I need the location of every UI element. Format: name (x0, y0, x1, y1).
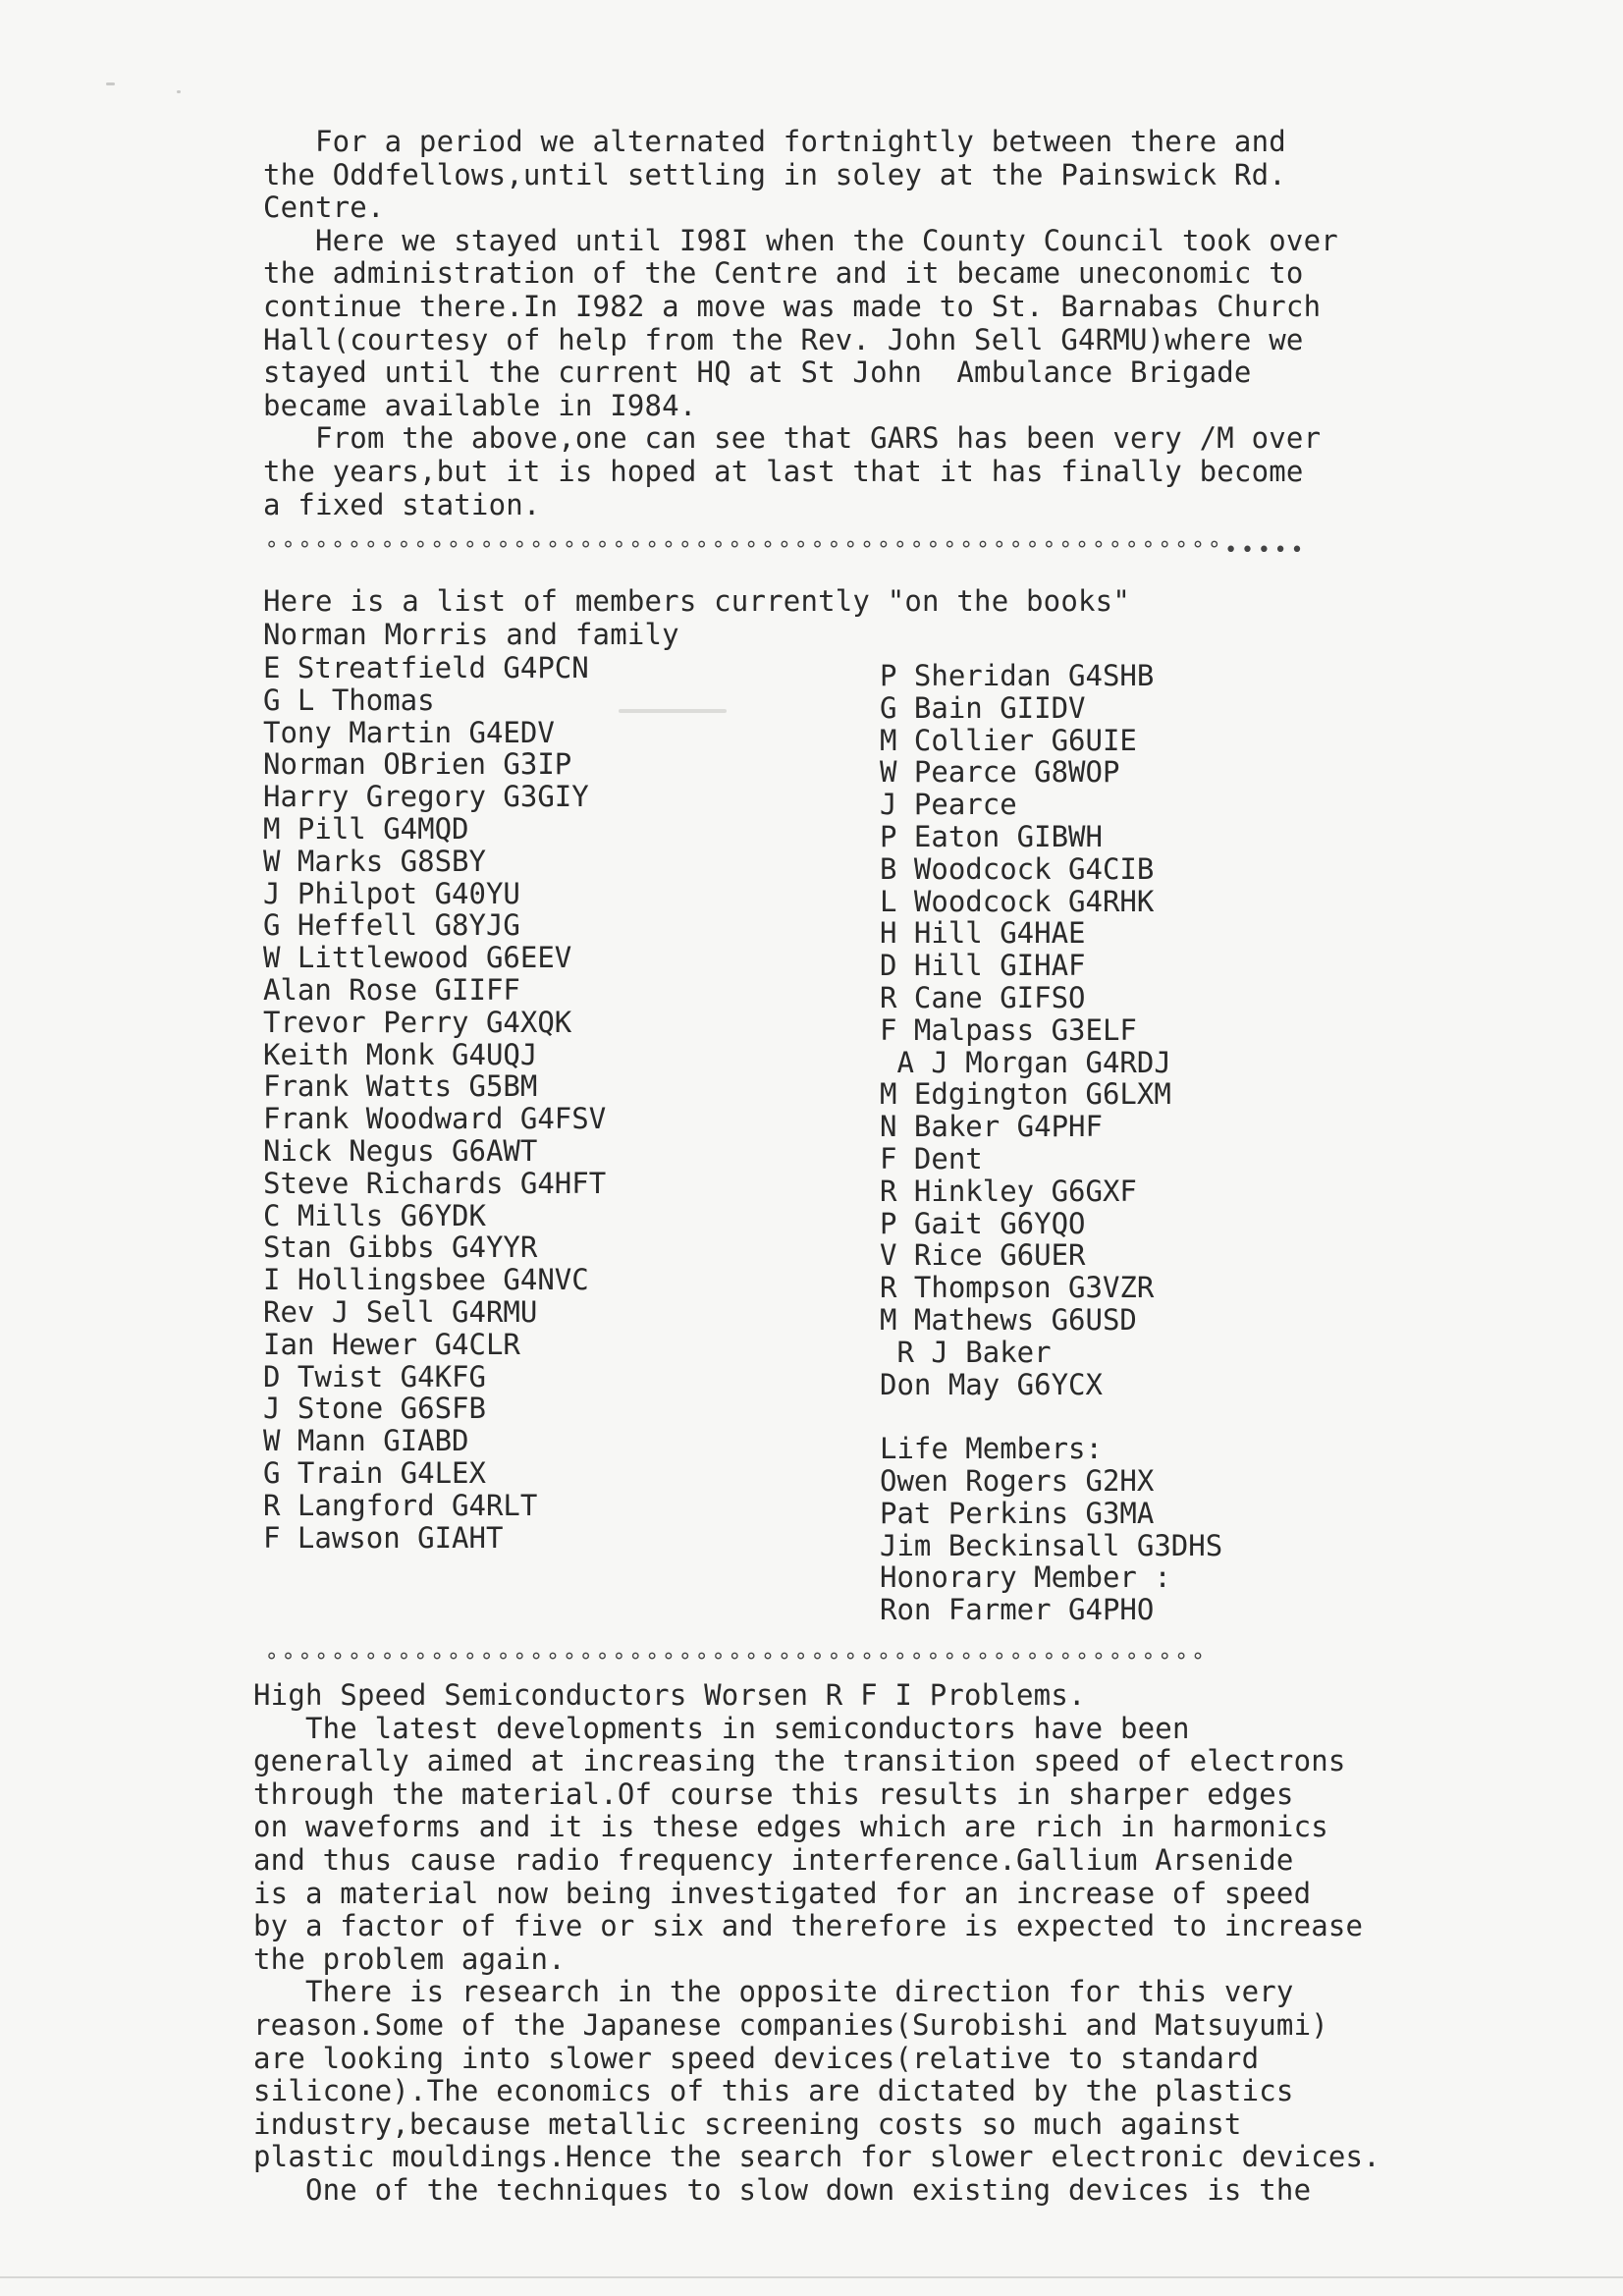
text-line: the problem again. (253, 1941, 566, 1976)
members-intro (263, 585, 1530, 651)
text-line: continue there.In I982 a move was made to St. Barnabas Church (263, 289, 1322, 323)
text-line: The latest developments in semiconductors have been (253, 1711, 1190, 1745)
member-entry: J Stone G6SFB (263, 1392, 486, 1426)
members-list-right (880, 660, 1222, 1626)
text-line: From the above,one can see that GARS has been very /M over (263, 421, 1322, 456)
page-bottom-edge (0, 2276, 1623, 2278)
text-line: For a period we alternated fortnightly between there and (263, 125, 1286, 158)
member-entry: W Littlewood G6EEV (263, 941, 572, 975)
text-line: reason.Some of the Japanese companies(Surobishi and Matsuyumi) (253, 2007, 1328, 2042)
text-line: are looking into slower speed devices(relative to standard (253, 2041, 1260, 2075)
member-entry: R Hinkley G6GXF (880, 1174, 1137, 1208)
text-line: is a material now being investigated for an increase of speed (253, 1876, 1312, 1910)
member-entry: Jim Beckinsall G3DHS (880, 1528, 1223, 1562)
text-line: a fixed station. (263, 487, 541, 521)
member-entry: R J Baker (880, 1335, 1052, 1369)
member-entry: Harry Gregory G3GIY (263, 780, 589, 814)
member-entry: W Marks G8SBY (263, 844, 486, 878)
member-entry: D Twist G4KFG (263, 1359, 486, 1394)
member-entry: Ron Farmer G4PHO (880, 1593, 1155, 1627)
member-entry: Trevor Perry G4XQK (263, 1005, 572, 1039)
member-entry: M Collier G6UIE (880, 723, 1137, 757)
text-line: Here we stayed until I98I when the County Council took over (263, 223, 1338, 257)
member-entry: N Baker G4PHF (880, 1110, 1103, 1144)
text-line: stayed until the current HQ at St John Ambulance Brigade (263, 355, 1252, 390)
member-entry: Owen Rogers G2HX (880, 1463, 1155, 1498)
text-line: the Oddfellows,until settling in soley at the Painswick Rd. (263, 157, 1286, 191)
member-entry: V Rice G6UER (880, 1238, 1086, 1273)
member-entry: M Mathews G6USD (880, 1302, 1137, 1337)
member-entry: P Eaton GIBWH (880, 819, 1103, 853)
rfi-article (253, 1679, 1549, 2208)
text-line: Here is a list of members currently "on the books" (263, 584, 1130, 618)
member-entry: Steve Richards G4HFT (263, 1166, 607, 1200)
text-line: industry,because metallic screening costs so much against (253, 2106, 1242, 2141)
member-entry: Stan Gibbs G4YYR (263, 1230, 538, 1265)
member-entry: Frank Watts G5BM (263, 1069, 538, 1104)
text-line: became available in I984. (263, 388, 697, 422)
member-entry: Pat Perkins G3MA (880, 1496, 1155, 1530)
member-entry: Ian Hewer G4CLR (263, 1327, 520, 1361)
text-line: through the material.Of course this results in sharper edges (253, 1777, 1294, 1811)
member-entry: L Woodcock G4RHK (880, 884, 1155, 918)
member-entry: R Langford G4RLT (263, 1488, 538, 1522)
scan-speck (106, 82, 115, 85)
member-entry: G L Thomas (263, 683, 435, 717)
member-entry: Frank Woodward G4FSV (263, 1102, 607, 1136)
text-line: on waveforms and it is these edges which are rich in harmonics (253, 1810, 1328, 1844)
text-line: by a factor of five or six and therefore is expected to increase (253, 1909, 1364, 1943)
member-entry: R Thompson G3VZR (880, 1271, 1155, 1305)
member-entry: Keith Monk G4UQJ (263, 1037, 538, 1071)
dotted-separator: °°°°°°°°°°°°°°°°°°°°°°°°°°°°°°°°°°°°°°°°°°°°°°°°°°°°°°°°° (265, 1650, 1209, 1674)
member-entry: M Edgington G6LXM (880, 1077, 1171, 1112)
scan-speck (177, 90, 181, 93)
text-line: High Speed Semiconductors Worsen R F I Problems. (253, 1678, 1086, 1712)
text-line: One of the techniques to slow down existing devices is the (253, 2172, 1312, 2207)
member-entry: W Mann GIABD (263, 1424, 469, 1458)
text-line: the administration of the Centre and it became uneconomic to (263, 256, 1304, 291)
member-entry: F Lawson GIAHT (263, 1520, 504, 1555)
member-entry: B Woodcock G4CIB (880, 851, 1155, 886)
member-entry: F Dent (880, 1141, 983, 1175)
text-line: Hall(courtesy of help from the Rev. John Sell G4RMU)where we (263, 322, 1304, 356)
dotted-separator: °°°°°°°°°°°°°°°°°°°°°°°°°°°°°°°°°°°°°°°°°°°°°°°°°°°°°°°°°°••••• (265, 538, 1308, 563)
text-line: and thus cause radio frequency interference.Gallium Arsenide (253, 1842, 1294, 1877)
member-entry: E Streatfield G4PCN (263, 651, 589, 684)
member-entry: Rev J Sell G4RMU (263, 1294, 538, 1329)
member-entry: Norman OBrien G3IP (263, 747, 572, 782)
member-entry: G Heffell G8YJG (263, 908, 520, 943)
member-entry: Life Members: (880, 1432, 1103, 1466)
scan-smudge (619, 709, 727, 713)
member-entry (880, 1400, 1222, 1433)
member-entry: J Philpot G40YU (263, 876, 520, 910)
member-entry: I Hollingsbee G4NVC (263, 1263, 589, 1297)
member-entry: G Train G4LEX (263, 1455, 486, 1490)
text-line: plastic mouldings.Hence the search for slower electronic devices. (253, 2140, 1380, 2174)
text-line: generally aimed at increasing the transition speed of electrons (253, 1744, 1346, 1778)
text-line: the years,but it is hoped at last that it has finally become (263, 454, 1304, 488)
member-entry: P Gait G6YQO (880, 1206, 1086, 1240)
member-entry: Tony Martin G4EDV (263, 715, 555, 749)
member-entry: D Hill GIHAF (880, 949, 1086, 983)
member-entry: F Malpass G3ELF (880, 1012, 1137, 1047)
text-line: There is research in the opposite direction for this very (253, 1975, 1294, 2009)
text-line: Centre. (263, 191, 385, 225)
member-entry: A J Morgan G4RDJ (880, 1045, 1171, 1079)
history-paragraph (263, 126, 1530, 521)
members-list-left (263, 652, 606, 1554)
member-entry: H Hill G4HAE (880, 916, 1086, 951)
member-entry: J Pearce (880, 788, 1017, 822)
member-entry: Don May G6YCX (880, 1367, 1103, 1401)
member-entry: Alan Rose GIIFF (263, 972, 520, 1007)
member-entry: G Bain GIIDV (880, 690, 1086, 725)
member-entry: P Sheridan G4SHB (880, 659, 1155, 692)
member-entry: Nick Negus G6AWT (263, 1133, 538, 1168)
member-entry: Honorary Member : (880, 1560, 1171, 1595)
text-line: silicone).The economics of this are dictated by the plastics (253, 2074, 1294, 2108)
member-entry: W Pearce G8WOP (880, 755, 1120, 790)
member-entry: R Cane GIFSO (880, 980, 1086, 1014)
member-entry: M Pill G4MQD (263, 811, 469, 846)
text-line: Norman Morris and family (263, 617, 679, 651)
member-entry: C Mills G6YDK (263, 1198, 486, 1232)
